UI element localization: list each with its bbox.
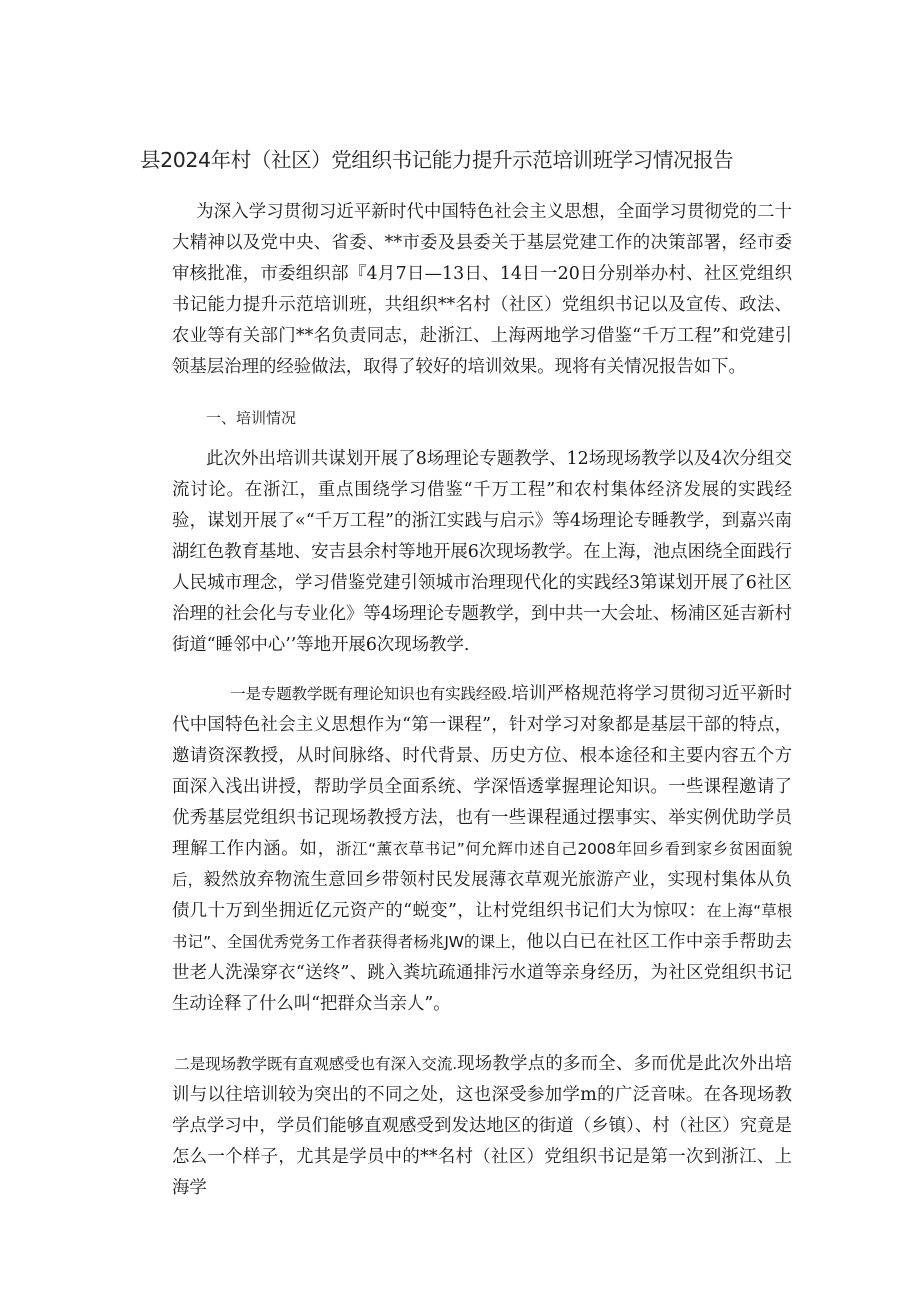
page-title: 县2024年村（社区）党组织书记能力提升示范培训班学习情况报告 [140,148,734,172]
point1-text-a: 培训严格规范将学习贯彻习近平新时代中国特色社会主义思想作为“第一课程”，针对学习对象都是基层干部的特点，邀请资深教授，从时间脉络、时代背景、历史方位、根本途径和主要内容五个方面深入浅出讲授，帮助学员全面系统、学深悟透掌握理论知识。一些课程邀请了优秀基层党组织书记现场教授方法，也有一些课程通过摆事实、举实例优助学员理解工作内涵。如， [172,684,792,859]
point1-sans-a: 浙江“薰衣草书记”何允辉巾述自己2008年回乡看到家乡贫困面貌后， [172,840,792,889]
point2-text: 现场教学点的多而全、多而优是此次外出培训与以往培训较为突出的不同之处，这也深受参加学m的广泛音味。在各现场教学点学习中，学员们能够直观感受到发达地区的街道（乡镇）、村（社区）究竟是怎么一个样子，尤其是学员中的**名村（社区）党组织书记是第一次到浙江、上海学 [172,1054,792,1198]
section-heading-training: 一、培训情况 [206,409,297,427]
point1-text-c: 他以白已在社区工作中亲手帮助去世老人洗澡穿衣“送终”、跳入粪坑疏通排污水道等亲身经历，为社区党组织书记生动诠释了什么叫“把群众当亲人”。 [172,932,792,1014]
point2-paragraph [172,1049,792,1204]
point1-text-b: 毅然放弃物流生意回乡带领村民发展薄衣草观光旅游产业，实现村集体从负债几十万到坐拥近亿元资产的“蜕变”，让村党组织书记们大为惊叹： [172,870,792,921]
point1-lead: 一是专题教学既有理论知识也有实践经殴. [230,685,512,703]
intro-text: 为深入学习贯彻习近平新时代中国特色社会主义思想，全面学习贯彻党的二十大精神以及党中央、省委、**市委及县委关于基层党建工作的决策部署，经市委审核批准，市委组织部『4月7日—13日、14日一20日分别举办村、社区党组织书记能力提升示范培训班，共组织**名村（社区）党组织书记以及宣传、政法、农业等有关部门**名负责同志，赴浙江、上海两地学习借鉴“千万工程”和党建引领基层治理的经验做法，取得了较好的培训效果。现将有关情况报告如下。 [172,202,792,377]
section1-text: 此次外出培训共谋划开展了8场理论专题教学、12场现场教学以及4次分组交流讨论。在浙江，重点围绕学习借鉴“千万工程”和农村集体经济发展的实践经验，谋划开展了«“千万工程”的浙江实践与启示》等4场理论专睡教学，到嘉兴南湖红色教育基地、安吉县余村等地开展6次现场教学。在上海，池点困绕全面践行人民城市理念，学习借鉴党建引领城市治理现代化的实践经3第谋划开展了6社区治理的社会化与专业化》等4场理论专题教学，到中共一大会址、杨浦区延吉新村街道“睡邻中心’’等地开展6次现场教学. [172,449,792,655]
point1-sans-b: 在上海“草根书记”、全国优秀党务工作者获得者杨兆JW的课上， [172,902,792,951]
intro-paragraph [172,197,792,383]
section1-paragraph [172,444,792,661]
point1-paragraph [172,679,792,1020]
point2-lead: 二是现场教学既有直观感受也有深入交流. [174,1055,457,1073]
